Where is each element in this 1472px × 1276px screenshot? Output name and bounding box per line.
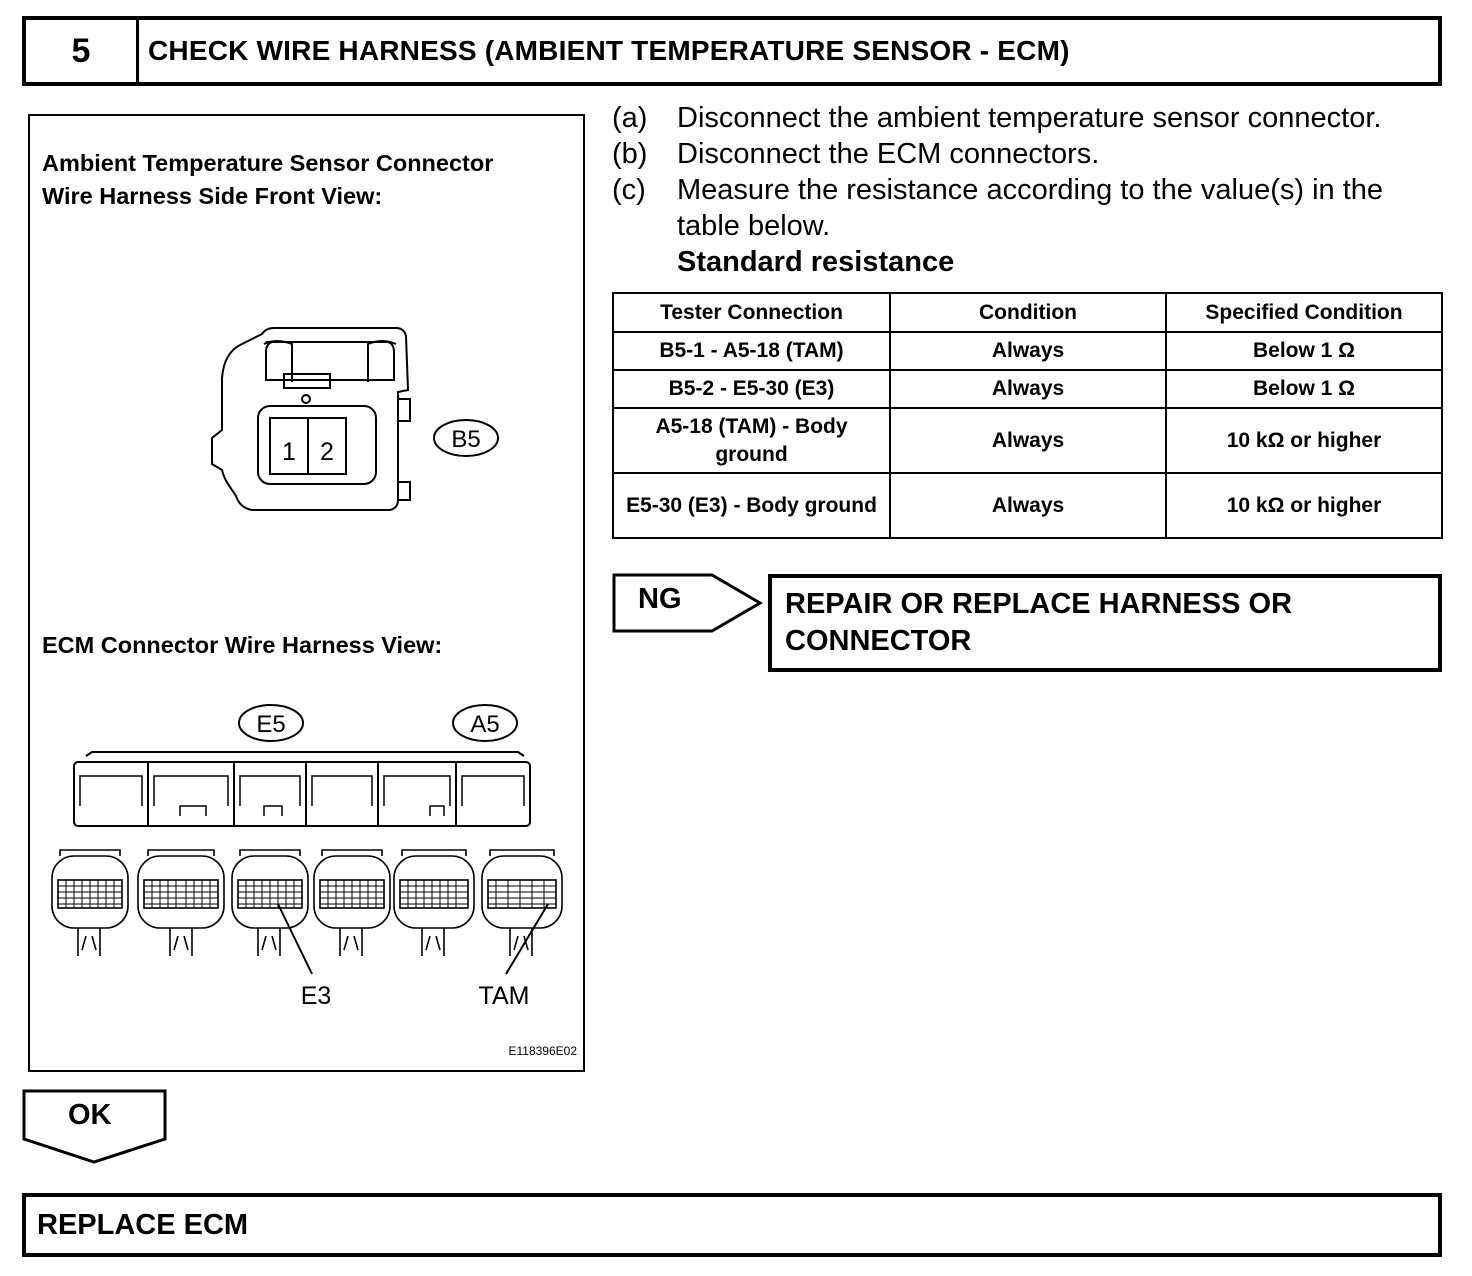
ng-action-box <box>768 574 1442 672</box>
instruction-a-key: (a) <box>612 102 648 134</box>
connector-figure <box>28 114 585 1072</box>
cell-connection: B5-2 - E5-30 (E3) <box>613 370 890 408</box>
table-row <box>613 473 1442 538</box>
cell-condition: Always <box>890 332 1166 370</box>
cell-condition: Always <box>890 473 1166 538</box>
cell-condition: Always <box>890 408 1166 473</box>
tam-callout: TAM <box>478 982 530 1010</box>
resistance-table <box>612 292 1443 539</box>
sensor-connector-label-line1: Ambient Temperature Sensor Connector <box>42 150 494 176</box>
ok-arrow <box>22 1089 168 1165</box>
ok-label: OK <box>68 1099 112 1131</box>
final-action-text: REPLACE ECM <box>37 1209 249 1241</box>
cell-connection: A5-18 (TAM) - Body ground <box>613 408 890 473</box>
cell-specified: 10 kΩ or higher <box>1166 473 1442 538</box>
table-header-row <box>613 293 1442 332</box>
instruction-c-key: (c) <box>612 174 646 206</box>
standard-resistance-label: Standard resistance <box>677 246 955 278</box>
sensor-connector-label-line2: Wire Harness Side Front View: <box>42 183 383 209</box>
figure-code: E118396E02 <box>508 1044 577 1058</box>
final-action-box <box>22 1193 1442 1257</box>
ng-arrow-icon <box>612 573 764 633</box>
ng-action-line2: CONNECTOR <box>785 625 972 657</box>
a5-label: A5 <box>470 711 500 738</box>
instruction-c-text-line2: table below. <box>677 210 831 242</box>
pin-2-label: 2 <box>320 438 334 466</box>
cell-condition: Always <box>890 370 1166 408</box>
connector-diagram <box>30 116 583 1070</box>
instruction-b-text: Disconnect the ECM connectors. <box>677 138 1100 170</box>
step-number: 5 <box>26 20 139 82</box>
e3-callout: E3 <box>300 982 332 1010</box>
table-row <box>613 370 1442 408</box>
ng-arrow <box>612 573 764 633</box>
step-header <box>22 16 1442 86</box>
header-condition: Condition <box>890 293 1166 332</box>
instruction-c-text-line1: Measure the resistance according to the value(s) in the <box>677 174 1384 206</box>
ng-action-line1: REPAIR OR REPLACE HARNESS OR <box>785 588 1293 620</box>
header-tester-connection: Tester Connection <box>613 293 890 332</box>
cell-specified: Below 1 Ω <box>1166 370 1442 408</box>
instruction-a-text: Disconnect the ambient temperature sensor connector. <box>677 102 1382 134</box>
step-title: CHECK WIRE HARNESS (AMBIENT TEMPERATURE SENSOR - ECM) <box>148 35 1070 66</box>
ng-action-text <box>785 586 1292 660</box>
tam-leader-line <box>506 904 548 974</box>
ng-label: NG <box>638 583 682 615</box>
table-row <box>613 332 1442 370</box>
cell-specified: 10 kΩ or higher <box>1166 408 1442 473</box>
table-row <box>613 408 1442 473</box>
ecm-connector-label: ECM Connector Wire Harness View: <box>42 632 443 658</box>
cell-connection: B5-1 - A5-18 (TAM) <box>613 332 890 370</box>
pin-1-label: 1 <box>282 438 296 466</box>
e5-label: E5 <box>256 711 286 738</box>
header-specified-condition: Specified Condition <box>1166 293 1442 332</box>
b5-label: B5 <box>451 426 481 453</box>
cell-connection: E5-30 (E3) - Body ground <box>613 473 890 538</box>
harness-connectors <box>52 850 562 974</box>
instruction-b-key: (b) <box>612 138 648 170</box>
cell-specified: Below 1 Ω <box>1166 332 1442 370</box>
